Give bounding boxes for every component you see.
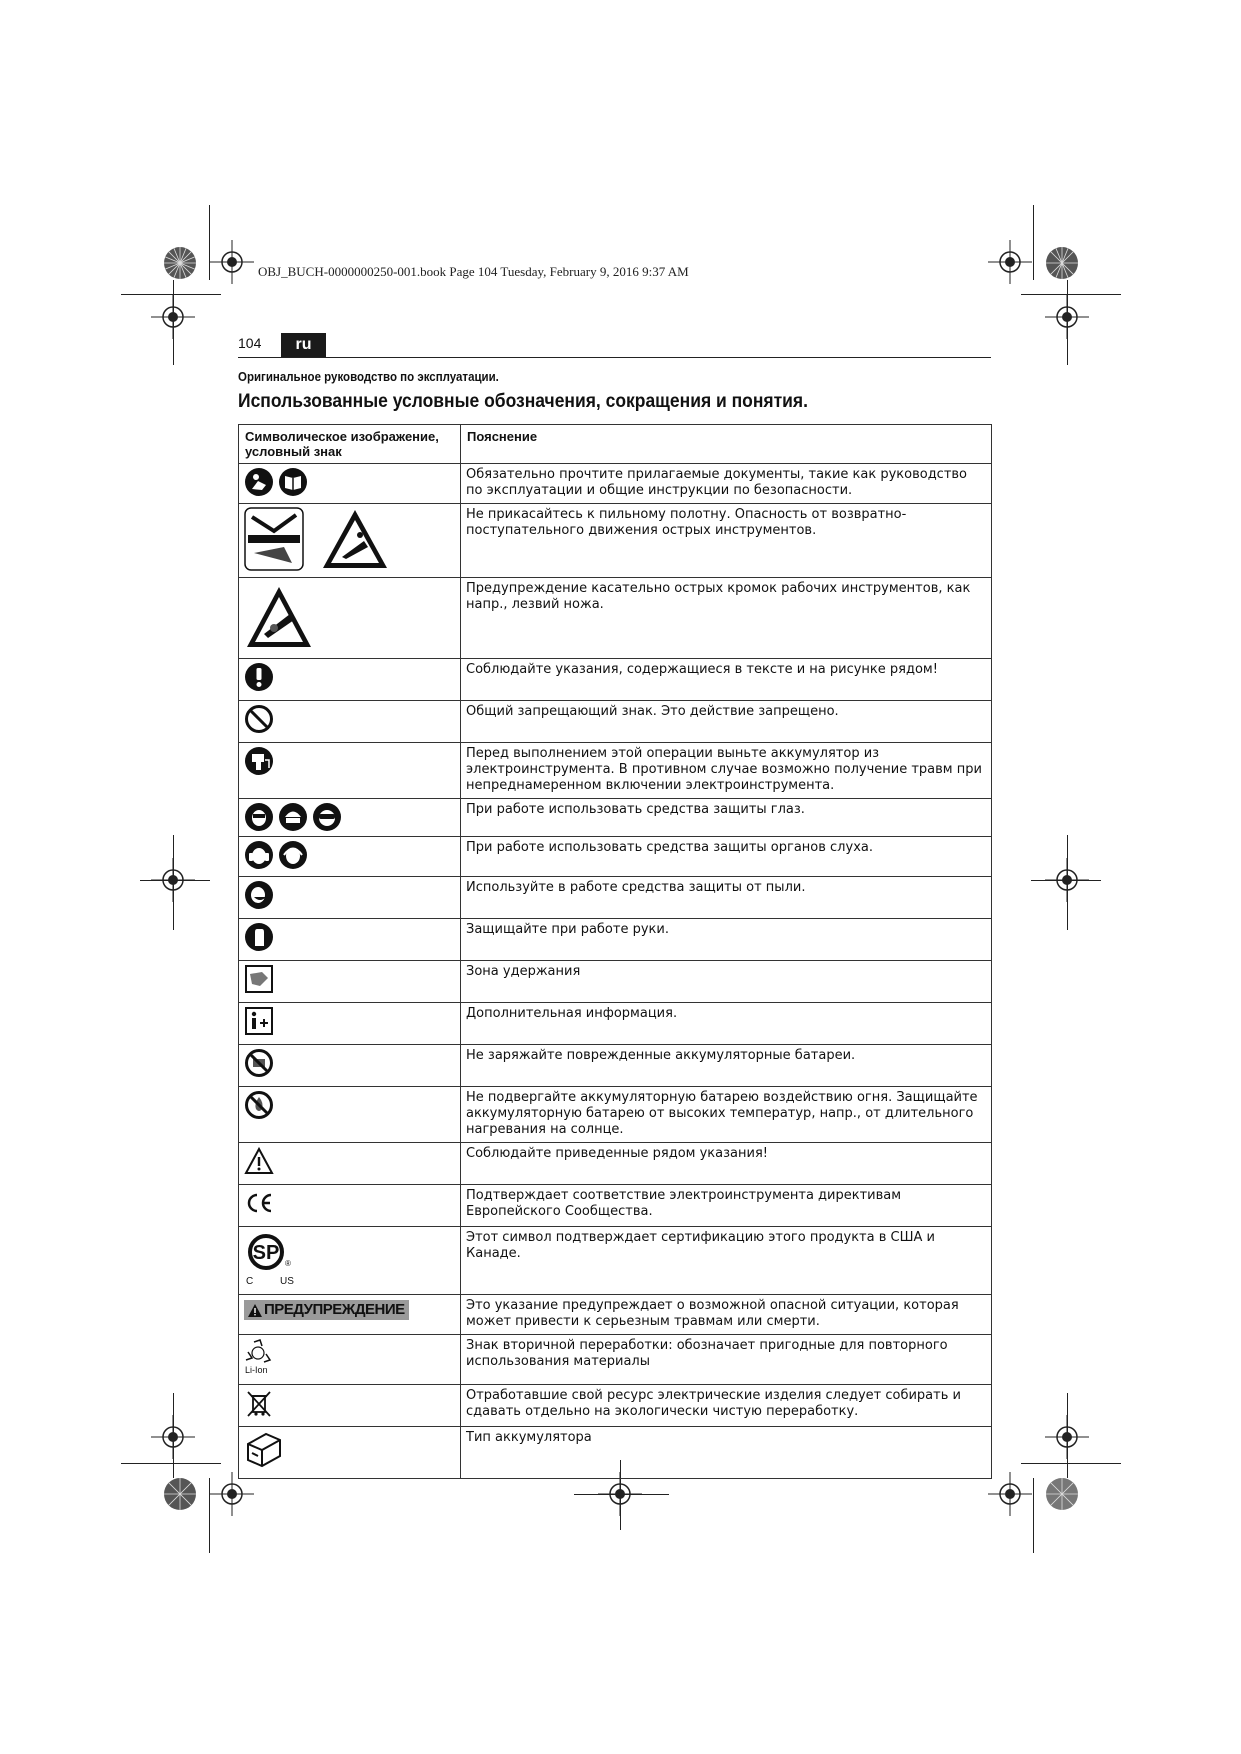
weee-bin-icon	[244, 1388, 274, 1418]
explanation-cell: Тип аккумулятора	[461, 1427, 992, 1479]
column-header-symbol: Символическое изображение, условный знак	[239, 425, 461, 464]
print-header: OBJ_BUCH-0000000250-001.book Page 104 Tuesday, February 9, 2016 9:37 AM	[258, 264, 689, 279]
symbols-table	[238, 424, 992, 1479]
crosshair-mark-icon	[1045, 858, 1089, 902]
table-row	[239, 799, 992, 837]
explanation-cell: Дополнительная информация.	[461, 1003, 992, 1045]
warning-label-text: ПРЕДУПРЕЖДЕНИЕ	[264, 1301, 405, 1318]
explanation-cell: Обязательно прочтите прилагаемые документы, такие как руководство по эксплуатации и общие инструкции по безопасности.	[461, 464, 992, 504]
explanation-cell: Предупреждение касательно острых кромок рабочих инструментов, как напр., лезвий ножа.	[461, 578, 992, 659]
recycle-li-ion-icon	[244, 1338, 278, 1376]
table-row	[239, 701, 992, 743]
warning-label-icon	[244, 1300, 409, 1320]
explanation-cell: Перед выполнением этой операции выньте аккумулятор из электроинструмента. В противном случае возможно получение травм при непреднамеренном включении электроинструмента.	[461, 743, 992, 799]
registration-wheel-icon	[163, 1477, 197, 1511]
read-manual-icon	[244, 467, 274, 497]
sharp-blade-warning-icon	[320, 507, 390, 571]
alert-triangle-icon	[248, 1304, 262, 1317]
crosshair-mark-icon	[1045, 1415, 1089, 1459]
svg-text:US: US	[280, 1276, 294, 1286]
document-subtitle: Оригинальное руководство по эксплуатации.	[238, 370, 499, 384]
mandatory-icon	[244, 662, 274, 692]
book-icon	[278, 467, 308, 497]
table-row	[239, 837, 992, 877]
crosshair-mark-icon	[1045, 295, 1089, 339]
explanation-cell: Не подвергайте аккумуляторную батарею воздействию огня. Защищайте аккумуляторную батарею от высоких температур, напр., от длительного нагревания на солнце.	[461, 1087, 992, 1143]
table-row	[239, 743, 992, 799]
registration-wheel-icon	[163, 246, 197, 280]
explanation-cell: При работе использовать средства защиты органов слуха.	[461, 837, 992, 877]
explanation-cell: Используйте в работе средства защиты от пыли.	[461, 877, 992, 919]
table-row	[239, 1427, 992, 1479]
ear-muffs-icon	[244, 840, 274, 870]
ce-mark-icon	[244, 1188, 274, 1218]
table-row	[239, 1003, 992, 1045]
table-row	[239, 961, 992, 1003]
crosshair-mark-icon	[151, 858, 195, 902]
language-tag: ru	[281, 333, 326, 357]
face-shield-icon	[244, 802, 274, 832]
ear-protection-icon	[278, 840, 308, 870]
explanation-cell: Соблюдайте приведенные рядом указания!	[461, 1143, 992, 1185]
crosshair-mark-icon	[151, 1415, 195, 1459]
svg-text:Li-Ion: Li-Ion	[245, 1365, 268, 1375]
explanation-cell: Не прикасайтесь к пильному полотну. Опасность от возвратно-поступательного движения острых инструментов.	[461, 504, 992, 578]
column-header-explanation: Пояснение	[461, 425, 992, 464]
table-row	[239, 464, 992, 504]
goggles-icon	[312, 802, 342, 832]
dust-mask-icon	[244, 880, 274, 910]
svg-text:SP: SP	[252, 1242, 280, 1264]
battery-type-icon	[244, 1430, 284, 1470]
svg-text:C: C	[246, 1276, 254, 1286]
table-row	[239, 1385, 992, 1427]
explanation-cell: Подтверждает соответствие электроинструмента директивам Европейского Сообщества.	[461, 1185, 992, 1227]
explanation-cell: Соблюдайте указания, содержащиеся в тексте и на рисунке рядом!	[461, 659, 992, 701]
table-row	[239, 1185, 992, 1227]
explanation-cell: Зона удержания	[461, 961, 992, 1003]
explanation-cell: Этот символ подтверждает сертификацию этого продукта в США и Канаде.	[461, 1227, 992, 1295]
prohibition-icon	[244, 704, 274, 734]
crosshair-mark-icon	[988, 240, 1032, 284]
explanation-cell: Защищайте при работе руки.	[461, 919, 992, 961]
no-fire-battery-icon	[244, 1090, 274, 1120]
table-row	[239, 1087, 992, 1143]
table-row	[239, 1335, 992, 1385]
explanation-cell: Отработавшие свой ресурс электрические изделия следует собирать и сдавать отдельно на экологически чистую переработку.	[461, 1385, 992, 1427]
page-number: 104	[238, 335, 262, 351]
remove-battery-icon	[244, 746, 274, 776]
warning-triangle-icon	[244, 1146, 274, 1176]
svg-text:®: ®	[285, 1259, 291, 1268]
table-row	[239, 919, 992, 961]
explanation-cell: Общий запрещающий знак. Это действие запрещено.	[461, 701, 992, 743]
section-title: Использованные условные обозначения, сокращения и понятия.	[238, 391, 808, 412]
csa-mark-icon	[244, 1230, 304, 1286]
grip-zone-icon	[244, 964, 274, 994]
gloves-icon	[244, 922, 274, 952]
no-charge-damaged-battery-icon	[244, 1048, 274, 1078]
attention-saw-blade-icon	[244, 507, 304, 571]
table-row	[239, 877, 992, 919]
explanation-cell: При работе использовать средства защиты глаз.	[461, 799, 992, 837]
explanation-cell: Не заряжайте поврежденные аккумуляторные батареи.	[461, 1045, 992, 1087]
helmet-visor-icon	[278, 802, 308, 832]
crosshair-mark-icon	[151, 295, 195, 339]
explanation-cell: Знак вторичной переработки: обозначает пригодные для повторного использования материалы	[461, 1335, 992, 1385]
crosshair-mark-icon	[210, 240, 254, 284]
table-row	[239, 1227, 992, 1295]
registration-wheel-icon	[1045, 1477, 1079, 1511]
header-rule	[238, 357, 991, 358]
crosshair-mark-icon	[988, 1472, 1032, 1516]
table-row	[239, 578, 992, 659]
table-row	[239, 659, 992, 701]
explanation-cell: Это указание предупреждает о возможной опасной ситуации, которая может привести к серьезным травмам или смерти.	[461, 1295, 992, 1335]
sharp-edges-warning-icon	[244, 584, 314, 650]
table-row	[239, 1295, 992, 1335]
info-icon	[244, 1006, 274, 1036]
registration-wheel-icon	[1045, 246, 1079, 280]
table-row	[239, 1143, 992, 1185]
table-header-row	[239, 425, 992, 464]
table-row	[239, 504, 992, 578]
table-row	[239, 1045, 992, 1087]
